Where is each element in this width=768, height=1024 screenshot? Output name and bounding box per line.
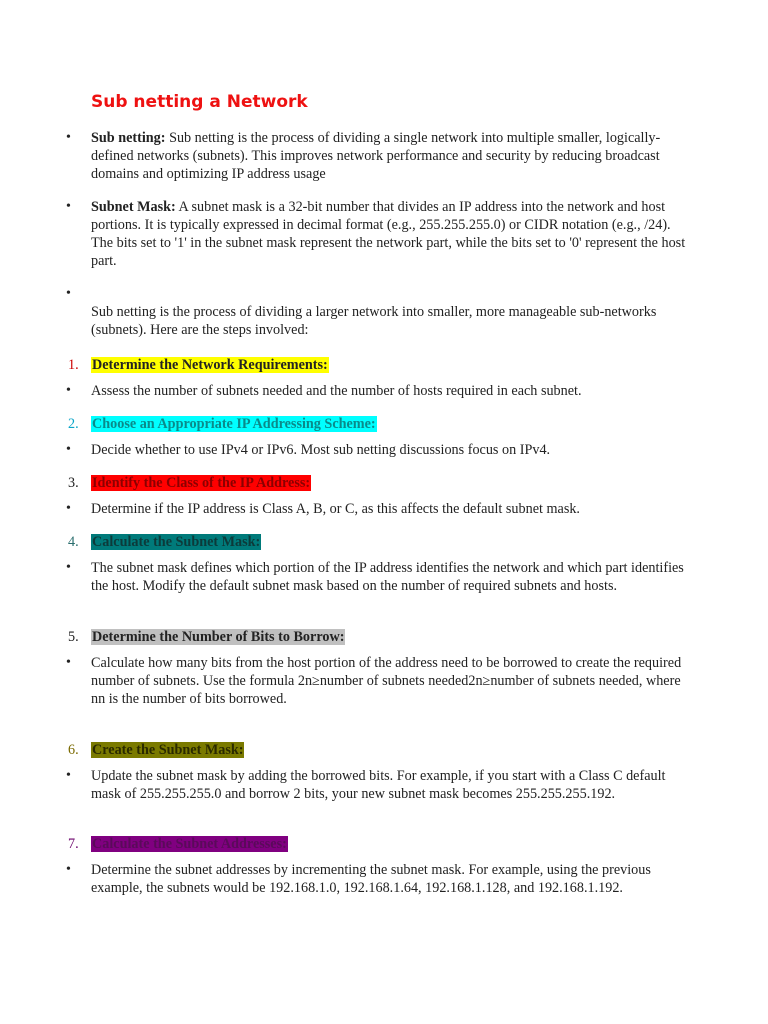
step-number: 7. xyxy=(68,836,79,852)
step-number: 5. xyxy=(68,629,79,645)
bullet-icon: • xyxy=(66,130,71,145)
bullet-icon: • xyxy=(66,199,71,214)
bullet-icon: • xyxy=(66,560,71,575)
step-heading-label: Create the Subnet Mask: xyxy=(92,742,244,758)
step-number: 4. xyxy=(68,534,79,550)
list-item-text: The subnet mask defines which portion of the IP address identifies the network and which part identifies the host. Modify the default subnet mask based on the number of required subnets and hosts. xyxy=(91,560,684,594)
bullet-icon: • xyxy=(66,442,71,457)
bullet-icon: • xyxy=(66,383,71,398)
list-item-text: Determine if the IP address is Class A, B, or C, as this affects the default subnet mask. xyxy=(91,501,580,517)
list-item-text: Subnet Mask: A subnet mask is a 32-bit number that divides an IP address into the network and host portions. It is typically expressed in decimal format (e.g., 255.255.255.0) or CIDR notation (e.g., /24). The bits set to '1' in the subnet mask represent the network part, while the bits set to '0' represent the host part. xyxy=(91,199,686,269)
list-item-text: Assess the number of subnets needed and the number of hosts required in each subnet. xyxy=(91,383,582,399)
bullet-icon: • xyxy=(66,768,71,783)
list-item-text: Determine the subnet addresses by incrementing the subnet mask. For example, using the previous example, the subnets would be 192.168.1.0, 192.168.1.64, 192.168.1.128, and 192.168.1.192. xyxy=(91,862,651,896)
step-number: 1. xyxy=(68,357,79,373)
list-item-text: Decide whether to use IPv4 or IPv6. Most sub netting discussions focus on IPv4. xyxy=(91,442,551,458)
document-title: Sub netting a Network xyxy=(91,92,308,112)
list-item-text: Sub netting: Sub netting is the process of dividing a single network into multiple smaller, logically-defined networks (subnets). This improves network performance and security by reducing broadcast domains and optimizing IP address usage xyxy=(91,130,661,182)
step-heading-label: Calculate the Subnet Addresses: xyxy=(92,836,287,852)
step-heading-label: Calculate the Subnet Mask: xyxy=(92,534,261,550)
term-label: Subnet Mask: xyxy=(91,199,176,215)
step-heading-label: Determine the Number of Bits to Borrow: xyxy=(92,629,345,645)
step-number: 2. xyxy=(68,416,79,432)
step-heading-label: Identify the Class of the IP Address: xyxy=(92,475,311,491)
bullet-icon: • xyxy=(66,286,71,301)
list-item-text: Update the subnet mask by adding the borrowed bits. For example, if you start with a Class C default mask of 255.255.255.0 and borrow 2 bits, your new subnet mask becomes 255.255.255.192. xyxy=(91,768,666,802)
step-number: 3. xyxy=(68,475,79,491)
step-heading-label: Determine the Network Requirements: xyxy=(92,357,328,373)
bullet-icon: • xyxy=(66,501,71,516)
term-label: Sub netting: xyxy=(91,130,166,146)
bullet-icon: • xyxy=(66,655,71,670)
step-number: 6. xyxy=(68,742,79,758)
bullet-icon: • xyxy=(66,862,71,877)
paragraph-text: Sub netting is the process of dividing a larger network into smaller, more manageable sub-networks (subnets). Here are the steps involved: xyxy=(91,304,657,338)
step-heading-label: Choose an Appropriate IP Addressing Scheme: xyxy=(92,416,376,432)
list-item-text: Calculate how many bits from the host portion of the address need to be borrowed to create the required number of subnets. Use the formula 2n≥number of subnets needed2n≥number of subnets needed, where nn is the number of bits borrowed. xyxy=(91,655,682,707)
